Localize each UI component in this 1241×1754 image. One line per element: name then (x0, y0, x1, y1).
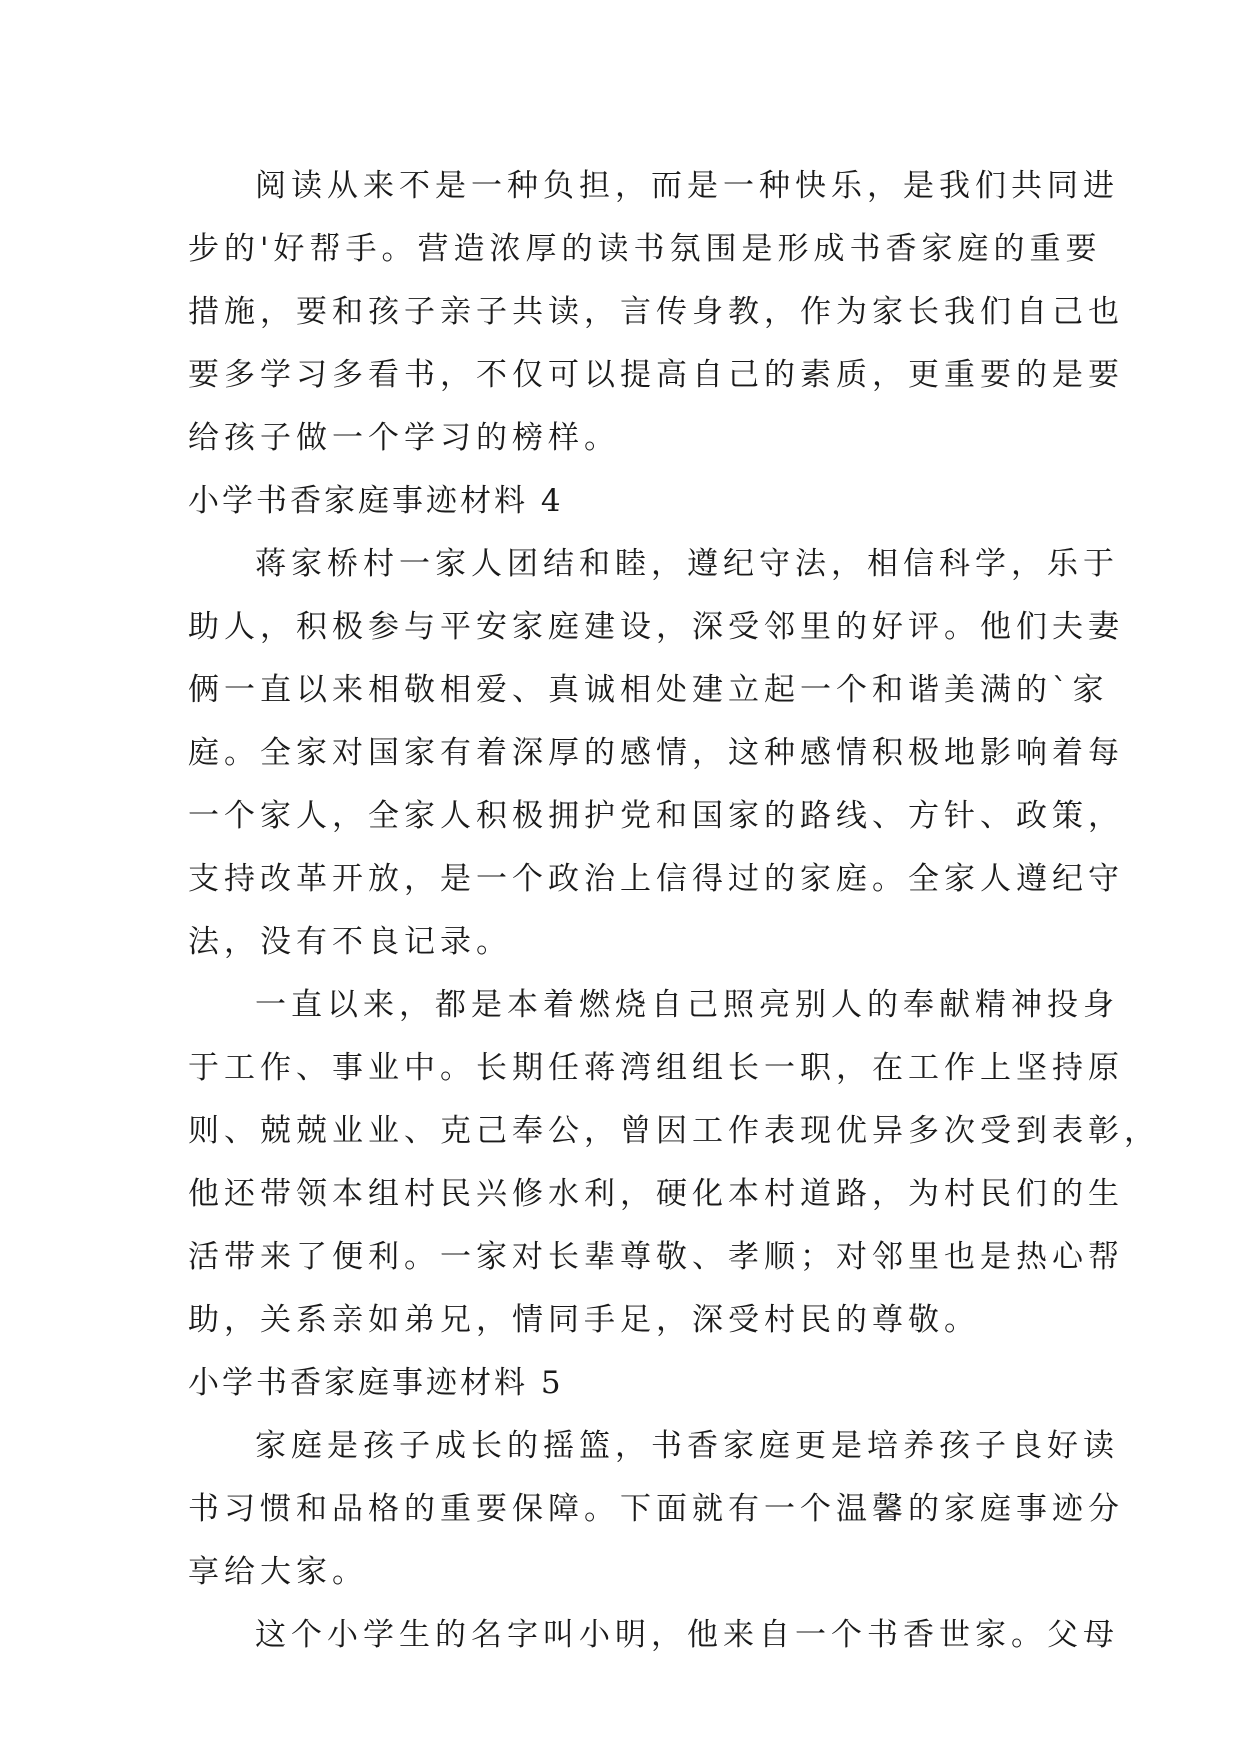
paragraph (188, 155, 1124, 470)
paragraph-line: 一直以来，都是本着燃烧自己照亮别人的奉献精神投身 (255, 987, 1119, 1023)
paragraph-line: 活带来了便利。一家对长辈尊敬、孝顺；对邻里也是热心帮 (188, 1239, 1124, 1275)
section-heading: 小学书香家庭事迹材料 4 (188, 483, 564, 519)
paragraph-line: 他还带领本组村民兴修水利，硬化本村道路，为村民们的生 (188, 1176, 1124, 1212)
paragraph-line: 措施，要和孩子亲子共读，言传身教，作为家长我们自己也 (188, 294, 1124, 330)
paragraph-line: 步的'好帮手。营造浓厚的读书氛围是形成书香家庭的重要 (188, 231, 1102, 267)
paragraph-line: 庭。全家对国家有着深厚的感情，这种感情积极地影响着每 (188, 735, 1124, 771)
paragraph-line: 享给大家。 (188, 1554, 368, 1590)
paragraph (188, 1604, 1119, 1667)
paragraph-line: 法，没有不良记录。 (188, 924, 512, 960)
paragraph-line: 一个家人，全家人积极拥护党和国家的路线、方针、政策， (188, 798, 1124, 834)
paragraph-line: 俩一直以来相敬相爱、真诚相处建立起一个和谐美满的`家 (188, 672, 1109, 708)
paragraph (188, 974, 1160, 1352)
paragraph-line: 助人，积极参与平安家庭建设，深受邻里的好评。他们夫妻 (188, 609, 1124, 645)
paragraph-line: 这个小学生的名字叫小明，他来自一个书香世家。父母 (255, 1617, 1119, 1653)
paragraph-line: 书习惯和品格的重要保障。下面就有一个温馨的家庭事迹分 (188, 1491, 1124, 1527)
section-heading: 小学书香家庭事迹材料 5 (188, 1365, 564, 1401)
paragraph-line: 家庭是孩子成长的摇篮，书香家庭更是培养孩子良好读 (255, 1428, 1119, 1464)
paragraph (188, 1415, 1124, 1604)
document-body (188, 155, 1160, 1667)
paragraph-line: 阅读从来不是一种负担，而是一种快乐，是我们共同进 (255, 168, 1119, 204)
paragraph-line: 给孩子做一个学习的榜样。 (188, 420, 620, 456)
paragraph-line: 助，关系亲如弟兄，情同手足，深受村民的尊敬。 (188, 1302, 980, 1338)
paragraph-line: 要多学习多看书，不仅可以提高自己的素质，更重要的是要 (188, 357, 1124, 393)
paragraph-line: 则、兢兢业业、克己奉公，曾因工作表现优异多次受到表彰， (188, 1113, 1160, 1149)
paragraph (188, 533, 1124, 974)
paragraph-line: 于工作、事业中。长期任蒋湾组组长一职，在工作上坚持原 (188, 1050, 1124, 1086)
paragraph-line: 支持改革开放，是一个政治上信得过的家庭。全家人遵纪守 (188, 861, 1124, 897)
paragraph-line: 蒋家桥村一家人团结和睦，遵纪守法，相信科学，乐于 (255, 546, 1119, 582)
